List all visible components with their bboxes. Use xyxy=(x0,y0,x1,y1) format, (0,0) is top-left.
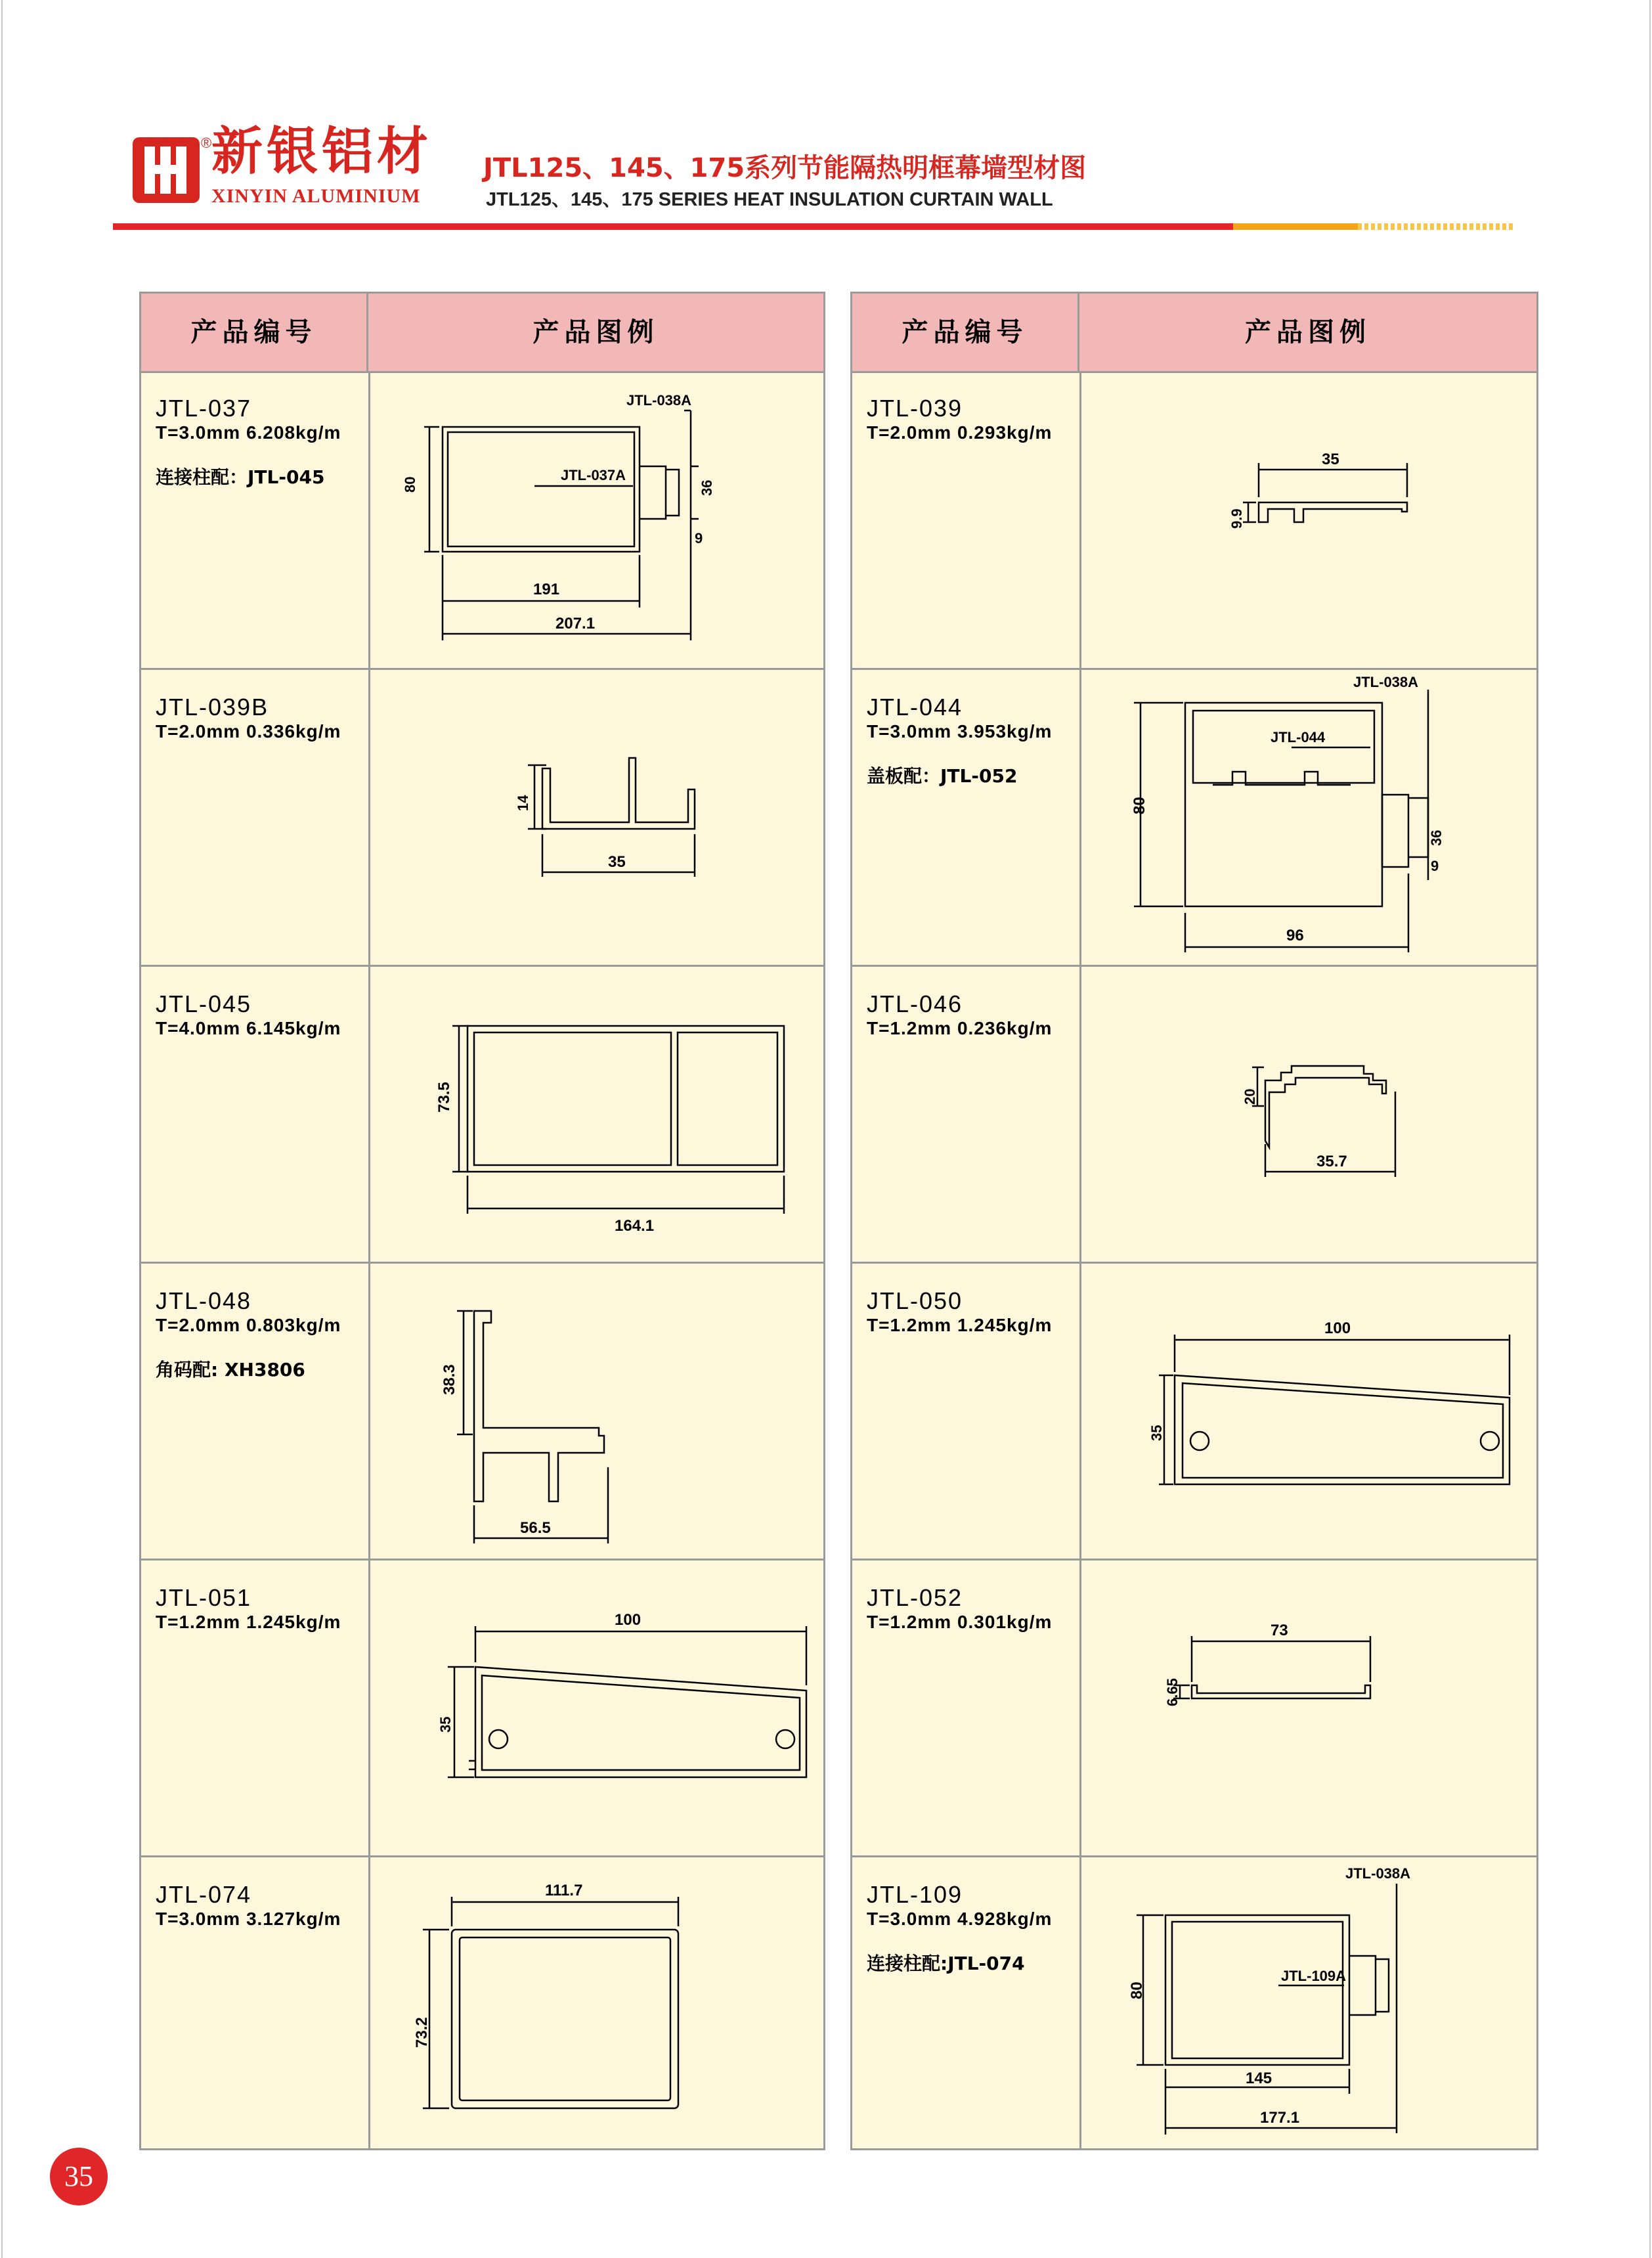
dim-height: 80 xyxy=(402,476,418,493)
product-spec: T=2.0mm 0.803kg/m xyxy=(156,1315,341,1335)
product-code: JTL-052 xyxy=(867,1584,963,1611)
product-code: JTL-046 xyxy=(867,990,963,1017)
profile-drawing xyxy=(1081,371,1534,668)
dim-width-1: 191 xyxy=(533,581,560,598)
product-note: 连接柱配：JTL-045 xyxy=(156,466,325,488)
dim-height: 14 xyxy=(515,795,531,811)
product-spec: T=3.0mm 3.953kg/m xyxy=(867,721,1053,742)
table-row xyxy=(141,668,823,967)
dim-height: 38.3 xyxy=(441,1364,458,1395)
dim-width: 111.7 xyxy=(545,1882,583,1899)
product-note: 角码配: XH3806 xyxy=(156,1359,305,1381)
profile-drawing xyxy=(370,1561,823,1857)
dim-width: 100 xyxy=(615,1611,641,1629)
brand-name-cn: 新银铝材 xyxy=(211,122,433,181)
dim-height-3: 9 xyxy=(1431,858,1439,874)
dim-width: 96 xyxy=(1286,927,1304,944)
page-frame-left xyxy=(1,0,3,2258)
table-row xyxy=(141,1855,823,2154)
product-code: JTL-109 xyxy=(867,1881,963,1908)
header-product-code: 产品编号 xyxy=(852,294,1079,371)
dim-height: 73.2 xyxy=(413,2017,431,2048)
table-row xyxy=(852,668,1536,967)
dim-height: 35 xyxy=(437,1716,454,1733)
profile-drawing xyxy=(370,967,823,1264)
dim-height: 80 xyxy=(1131,797,1148,814)
header-product-code: 产品编号 xyxy=(141,294,368,371)
product-code: JTL-039 xyxy=(867,395,963,422)
dim-height: 73.5 xyxy=(435,1082,453,1113)
brand-logo xyxy=(130,135,202,206)
profile-drawing xyxy=(1081,1264,1534,1561)
table-row xyxy=(852,1855,1536,2154)
dim-height: 20 xyxy=(1242,1088,1258,1105)
product-note: 盖板配：JTL-052 xyxy=(867,765,1018,787)
part-label-b: JTL-037A xyxy=(561,467,626,483)
dim-height-3: 9 xyxy=(695,530,703,546)
product-table-right xyxy=(850,292,1538,2150)
profile-drawing xyxy=(370,1264,823,1561)
dim-height: 80 xyxy=(1128,1981,1146,1999)
product-code: JTL-050 xyxy=(867,1287,963,1314)
part-label-a: JTL-038A xyxy=(626,392,692,409)
product-spec: T=3.0mm 6.208kg/m xyxy=(156,422,341,443)
dim-width: 35 xyxy=(1322,451,1339,468)
dim-height: 9.9 xyxy=(1228,508,1245,529)
table-row xyxy=(852,1559,1536,1857)
product-spec: T=3.0mm 4.928kg/m xyxy=(867,1909,1053,1929)
product-code: JTL-039B xyxy=(156,694,269,720)
profile-drawing xyxy=(370,670,823,967)
product-spec: T=1.2mm 0.301kg/m xyxy=(867,1612,1053,1632)
part-label-b: JTL-044 xyxy=(1271,729,1326,745)
product-note: 连接柱配:JTL-074 xyxy=(867,1953,1025,1974)
table-row xyxy=(141,371,823,668)
part-label-a: JTL-038A xyxy=(1345,1865,1411,1882)
page-frame-right xyxy=(1649,0,1651,2258)
product-spec: T=2.0mm 0.293kg/m xyxy=(867,422,1053,443)
product-spec: T=3.0mm 3.127kg/m xyxy=(156,1909,341,1929)
header-product-picture: 产品图例 xyxy=(533,317,659,347)
product-table-left xyxy=(139,292,825,2150)
part-label-b: JTL-109A xyxy=(1281,1968,1347,1984)
dim-width-2: 207.1 xyxy=(555,615,596,632)
dim-width: 35.7 xyxy=(1316,1153,1347,1170)
part-label-a: JTL-038A xyxy=(1353,674,1419,690)
header-product-picture: 产品图例 xyxy=(1245,317,1371,347)
header-rule-accent xyxy=(1233,223,1358,230)
table-row xyxy=(141,1559,823,1857)
page-title-cn: JTL125、145、175系列节能隔热明框幕墙型材图 xyxy=(483,153,1087,183)
registered-mark: ® xyxy=(201,135,212,151)
table-header xyxy=(852,294,1536,373)
product-spec: T=4.0mm 6.145kg/m xyxy=(156,1018,341,1038)
product-code: JTL-044 xyxy=(867,694,963,720)
product-spec: T=1.2mm 1.245kg/m xyxy=(156,1612,341,1632)
dim-height: 35 xyxy=(1148,1425,1165,1441)
product-spec: T=2.0mm 0.336kg/m xyxy=(156,721,341,742)
profile-drawing xyxy=(1081,967,1534,1264)
product-spec: T=1.2mm 1.245kg/m xyxy=(867,1315,1053,1335)
table-header xyxy=(141,294,823,373)
dim-height-2: 36 xyxy=(699,479,715,496)
table-row xyxy=(141,1262,823,1561)
profile-drawing xyxy=(370,371,823,668)
product-code: JTL-051 xyxy=(156,1584,252,1611)
header-rule xyxy=(113,223,1233,230)
page-number: 35 xyxy=(50,2148,108,2205)
product-code: JTL-048 xyxy=(156,1287,252,1314)
page-title-en: JTL125、145、175 SERIES HEAT INSULATION CURTAIN WALL xyxy=(486,189,1053,210)
table-row xyxy=(141,965,823,1264)
dim-width: 164.1 xyxy=(615,1217,655,1235)
product-code: JTL-074 xyxy=(156,1881,252,1908)
dim-width-2: 177.1 xyxy=(1260,2109,1300,2127)
profile-drawing xyxy=(1081,1857,1534,2154)
profile-drawing xyxy=(1081,1561,1534,1857)
dim-width: 35 xyxy=(608,853,626,871)
dim-width-1: 145 xyxy=(1246,2070,1272,2087)
dim-width: 56.5 xyxy=(520,1519,551,1537)
profile-drawing xyxy=(1081,670,1534,967)
table-row xyxy=(852,371,1536,668)
profile-drawing xyxy=(370,1857,823,2154)
dim-height: 6.65 xyxy=(1164,1678,1181,1706)
dim-height-2: 36 xyxy=(1428,830,1445,846)
table-row xyxy=(852,965,1536,1264)
brand-name-en: XINYIN ALUMINIUM xyxy=(211,185,421,207)
table-row xyxy=(852,1262,1536,1561)
dim-width: 100 xyxy=(1324,1319,1351,1337)
product-code: JTL-037 xyxy=(156,395,252,422)
header-rule-dashes xyxy=(1358,223,1515,230)
product-spec: T=1.2mm 0.236kg/m xyxy=(867,1018,1053,1038)
product-code: JTL-045 xyxy=(156,990,252,1017)
dim-width: 73 xyxy=(1271,1622,1288,1639)
